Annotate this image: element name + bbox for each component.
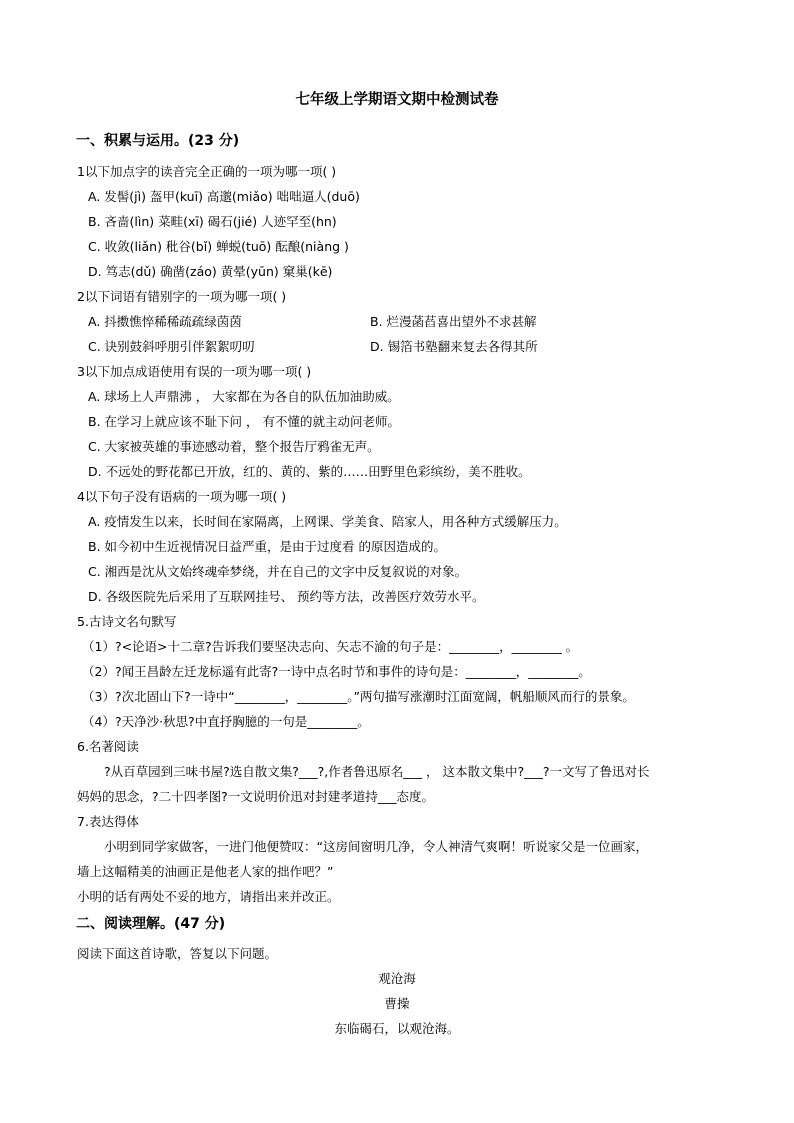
question-5-stem: 5.古诗文名句默写	[77, 614, 177, 629]
question-2-option-d: D. 锡箔书塾翻来复去各得其所	[370, 339, 538, 354]
question-4-option-d: D. 各级医院先后采用了互联网挂号、 预约等方法，改善医疗效劳水平。	[88, 589, 485, 604]
question-2-option-a: A. 抖擞憔悴稀稀疏疏绿茵茵	[88, 314, 242, 329]
question-2-option-c: C. 诀别鼓斜呼朋引伴絮絮叨叨	[88, 339, 255, 354]
question-1-option-d: D. 笃志(dǔ) 确凿(záo) 黄晕(yūn) 窠巢(kē)	[88, 264, 333, 279]
question-1-option-c: C. 收敛(liǎn) 秕谷(bǐ) 蝉蜕(tuō) 酝酿(niàng )	[88, 239, 349, 254]
question-5-item-3: （3）?次北固山下?一诗中“________，________。”两句描写涨潮时江面宽阔，帆船顺风而行的景象。	[82, 689, 635, 704]
question-5-item-2: （2）?闻王昌龄左迁龙标遥有此寄?一诗中点名时节和事件的诗句是：________，________。	[82, 664, 591, 679]
section-1-heading: 一、积累与运用。(23 分)	[76, 133, 240, 149]
question-6-stem: 6.名著阅读	[77, 739, 139, 754]
question-1-stem: 1以下加点字的读音完全正确的一项为哪一项( )	[77, 164, 337, 179]
poem-author: 曹操	[384, 996, 410, 1011]
question-6-text-line-1: ?从百草园到三味书屋?选自散文集?___?,作者鲁迅原名___ ， 这本散文集中?___?一文写了鲁迅对长	[104, 764, 650, 779]
question-4-option-a: A. 疫情发生以来，长时间在家隔离，上网课、学美食、陪家人，用各种方式缓解压力。	[88, 514, 567, 529]
question-3-option-d: D. 不远处的野花都已开放，红的、黄的、紫的……田野里色彩缤纷，美不胜收。	[88, 464, 531, 479]
question-3-stem: 3以下加点成语使用有误的一项为哪一项( )	[77, 364, 312, 379]
question-2-option-b: B. 烂漫菡萏喜出望外不求甚解	[370, 314, 537, 329]
question-1-option-b: B. 吝啬(lìn) 菜畦(xī) 碣石(jié) 人迹罕至(hn)	[88, 214, 337, 229]
question-7-text-line-1: 小明到同学家做客，一进门他便赞叹：“这房间窗明几净，令人神清气爽啊！听说家父是一位画家，	[104, 839, 648, 854]
question-2-stem: 2以下词语有错别字的一项为哪一项( )	[77, 289, 287, 304]
poem-title: 观沧海	[378, 971, 416, 986]
section-2-heading: 二、阅读理解。(47 分)	[76, 916, 226, 932]
question-4-option-b: B. 如今初中生近视情况日益严重，是由于过度看 的原因造成的。	[88, 539, 446, 554]
question-5-item-4: （4）?天净沙·秋思?中直抒胸臆的一句是________。	[82, 714, 370, 729]
question-4-option-c: C. 湘西是沈从文始终魂牵梦绕，并在自己的文字中反复叙说的对象。	[88, 564, 468, 579]
question-1-option-a: A. 发髻(jì) 盔甲(kuī) 高邈(miǎo) 咄咄逼人(duō)	[88, 189, 360, 204]
question-7-stem: 7.表达得体	[77, 814, 139, 829]
question-7-text-line-2: 墙上这幅精美的油画正是他老人家的拙作吧？”	[77, 864, 334, 879]
question-6-text-line-2: 妈妈的思念，?二十四孝图?一文说明价迅对封建孝道持___态度。	[77, 789, 435, 804]
exam-title: 七年级上学期语文期中检测试卷	[295, 92, 499, 108]
question-7-text-line-3: 小明的话有两处不妥的地方，请指出来并改正。	[77, 889, 340, 904]
reading-instructions: 阅读下面这首诗歌，答复以下问题。	[77, 946, 278, 961]
question-4-stem: 4以下句子没有语病的一项为哪一项( )	[77, 489, 287, 504]
question-3-option-a: A. 球场上人声鼎沸 ， 大家都在为各自的队伍加油助威。	[88, 389, 400, 404]
poem-line-1: 东临碣石，以观沧海。	[334, 1021, 460, 1036]
question-5-item-1: （1）?<论语>十二章?告诉我们要坚决志向、矢志不渝的句子是：________，________ 。	[82, 639, 579, 654]
question-3-option-b: B. 在学习上就应该不耻下问 ， 有不懂的就主动问老师。	[88, 414, 400, 429]
question-3-option-c: C. 大家被英雄的事迹感动着，整个报告厅鸦雀无声。	[88, 439, 380, 454]
